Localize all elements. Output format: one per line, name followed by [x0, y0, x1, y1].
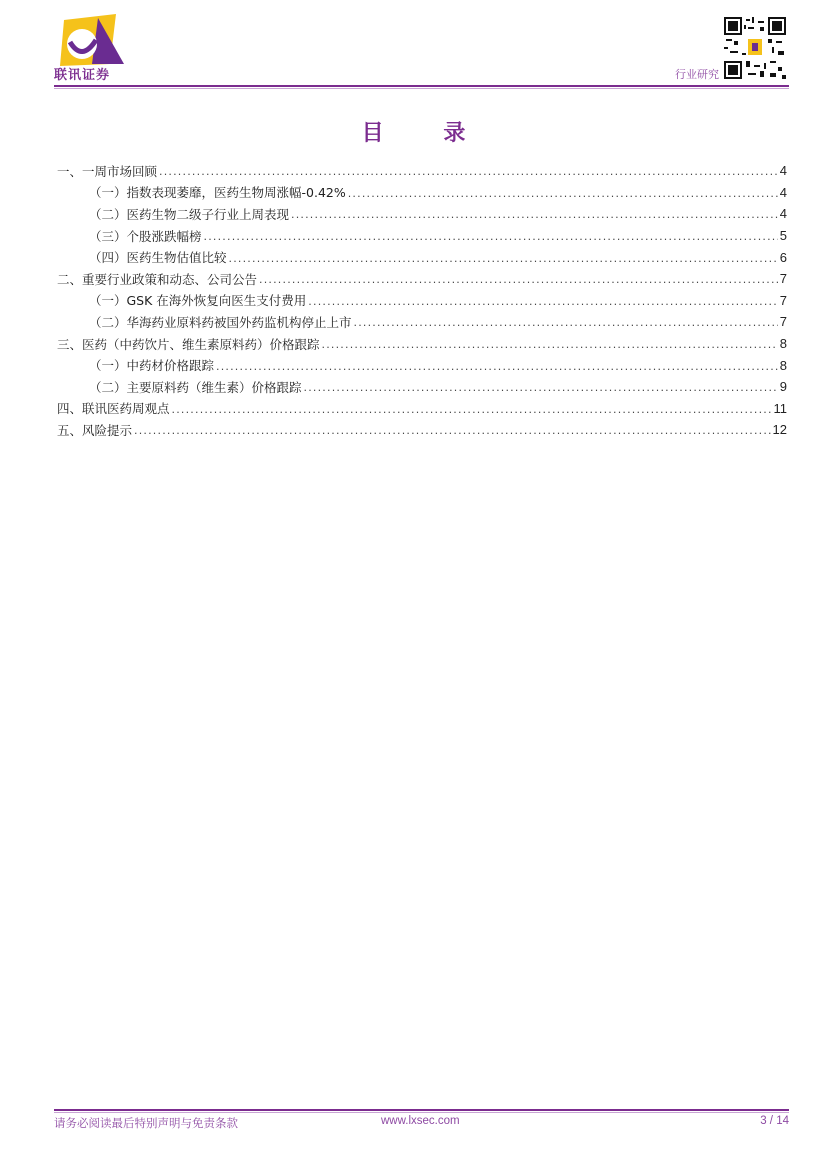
toc-entry[interactable]: [57, 160, 787, 182]
toc-entry[interactable]: [57, 246, 787, 268]
toc-entry-label: （四）医药生物估值比较: [89, 250, 227, 266]
toc-entry[interactable]: [57, 311, 787, 333]
toc-dot-leader: [348, 187, 778, 200]
toc-entry-label: 一、一周市场回顾: [57, 163, 158, 179]
toc-dot-leader: [134, 424, 771, 437]
toc-entry-page: 11: [773, 400, 787, 416]
toc-dot-leader: [159, 165, 778, 178]
table-of-contents: [57, 160, 787, 441]
toc-dot-leader: [229, 252, 778, 265]
footer-page-indicator: 3 / 14: [760, 1115, 789, 1127]
toc-dot-leader: [204, 230, 778, 243]
toc-dot-leader: [259, 273, 778, 286]
toc-dot-leader: [304, 381, 778, 394]
toc-entry[interactable]: [57, 419, 787, 441]
toc-entry[interactable]: [57, 333, 787, 355]
toc-dot-leader: [216, 360, 778, 373]
toc-entry-page: 7: [779, 314, 787, 330]
footer-divider: [54, 1109, 789, 1111]
toc-entry-page: 7: [779, 292, 787, 308]
toc-entry-page: 8: [779, 336, 787, 352]
page-header: [0, 0, 827, 95]
toc-entry-page: 4: [779, 206, 787, 222]
footer-website-link[interactable]: www.lxsec.com: [381, 1115, 460, 1127]
toc-entry-page: 5: [779, 228, 787, 244]
report-section-label: 行业研究: [675, 68, 719, 81]
toc-title: 目 录: [361, 121, 492, 146]
toc-entry-page: 9: [779, 379, 787, 395]
toc-entry[interactable]: [57, 290, 787, 312]
toc-entry[interactable]: [57, 182, 787, 204]
toc-entry[interactable]: [57, 398, 787, 420]
toc-entry[interactable]: [57, 354, 787, 376]
footer-divider-secondary: [54, 1112, 789, 1113]
toc-entry-page: 8: [779, 357, 787, 373]
toc-entry-page: 6: [779, 249, 787, 265]
toc-dot-leader: [322, 338, 778, 351]
brand-name: 联讯证券: [54, 68, 111, 83]
toc-entry-page: 12: [772, 422, 787, 438]
toc-entry-label: （二）医药生物二级子行业上周表现: [89, 206, 290, 222]
toc-entry-label: 三、医药（中药饮片、维生素原料药）价格跟踪: [57, 336, 320, 352]
toc-entry[interactable]: [57, 225, 787, 247]
toc-entry-label: （一）指数表现萎靡，医药生物周涨幅-0.42%: [89, 185, 346, 201]
toc-entry-label: （三）个股涨跌幅榜: [89, 228, 202, 244]
toc-entry-page: 4: [779, 184, 787, 200]
header-divider: [54, 85, 789, 87]
qr-code-icon: [724, 17, 786, 79]
toc-entry-label: （一）中药材价格跟踪: [89, 358, 215, 374]
footer-disclaimer: 请务必阅读最后特别声明与免责条款: [54, 1116, 238, 1130]
toc-entry-page: 7: [779, 271, 787, 287]
toc-entry-label: 二、重要行业政策和动态、公司公告: [57, 271, 258, 287]
toc-dot-leader: [354, 316, 778, 329]
toc-entry-label: （二）华海药业原料药被国外药监机构停止上市: [89, 314, 352, 330]
toc-dot-leader: [308, 295, 777, 308]
toc-entry-label: 五、风险提示: [57, 422, 133, 438]
toc-entry-label: （一）GSK 在海外恢复向医生支付费用: [89, 293, 307, 309]
toc-entry[interactable]: [57, 203, 787, 225]
toc-entry[interactable]: [57, 268, 787, 290]
toc-entry-label: 四、联讯医药周观点: [57, 401, 170, 417]
header-divider-secondary: [54, 88, 789, 89]
toc-dot-leader: [291, 208, 778, 221]
toc-dot-leader: [172, 403, 772, 416]
toc-entry-label: （二）主要原料药（维生素）价格跟踪: [89, 379, 302, 395]
toc-entry[interactable]: [57, 376, 787, 398]
toc-entry-page: 4: [779, 163, 787, 179]
